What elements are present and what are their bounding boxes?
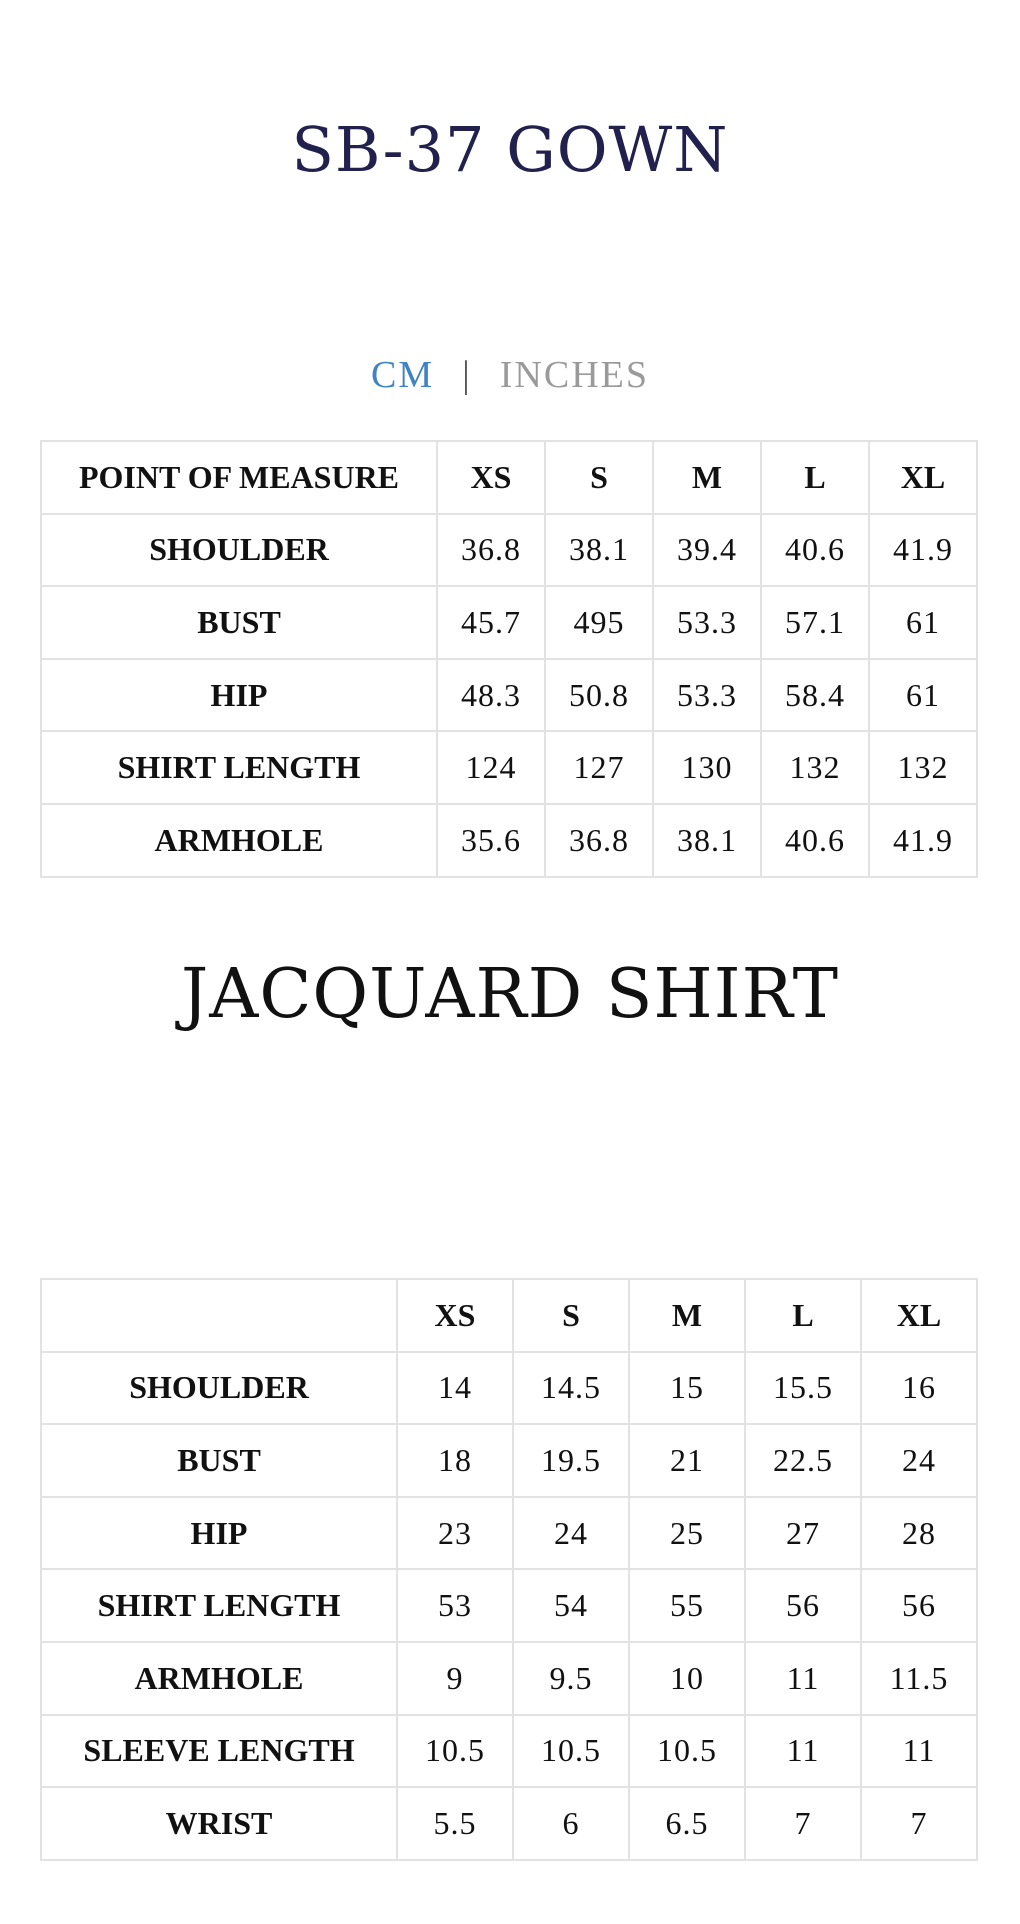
row-label: BUST: [41, 1424, 397, 1497]
row-label: ARMHOLE: [41, 804, 437, 877]
header-size-s: S: [545, 441, 653, 514]
header-size-xl: XL: [869, 441, 977, 514]
gown-size-table: [40, 440, 978, 878]
cell-value: 132: [869, 731, 977, 804]
cell-value: 5.5: [397, 1787, 513, 1860]
row-label: SHIRT LENGTH: [41, 1569, 397, 1642]
table-row: [41, 1642, 977, 1715]
cell-value: 36.8: [545, 804, 653, 877]
cell-value: 39.4: [653, 514, 761, 587]
unit-inches-button[interactable]: INCHES: [499, 354, 649, 396]
gown-title: SB-37 GOWN: [291, 113, 729, 186]
row-label: SHIRT LENGTH: [41, 731, 437, 804]
cell-value: 6.5: [629, 1787, 745, 1860]
cell-value: 57.1: [761, 586, 869, 659]
cell-value: 41.9: [869, 514, 977, 587]
cell-value: 24: [861, 1424, 977, 1497]
cell-value: 6: [513, 1787, 629, 1860]
table-row: [41, 586, 977, 659]
cell-value: 16: [861, 1352, 977, 1425]
cell-value: 23: [397, 1497, 513, 1570]
cell-value: 45.7: [437, 586, 545, 659]
cell-value: 127: [545, 731, 653, 804]
cell-value: 130: [653, 731, 761, 804]
cell-value: 61: [869, 586, 977, 659]
row-label: SLEEVE LENGTH: [41, 1715, 397, 1788]
table-row: [41, 1569, 977, 1642]
unit-separator: |: [462, 354, 472, 396]
cell-value: 38.1: [653, 804, 761, 877]
cell-value: 61: [869, 659, 977, 732]
cell-value: 27: [745, 1497, 861, 1570]
shirt-size-table: [40, 1278, 978, 1861]
cell-value: 55: [629, 1569, 745, 1642]
row-label: WRIST: [41, 1787, 397, 1860]
shirt-title: JACQUARD SHIRT: [181, 955, 839, 1034]
table-row: [41, 1787, 977, 1860]
table-header-row: [41, 1279, 977, 1352]
table-row: [41, 1497, 977, 1570]
cell-value: 53.3: [653, 659, 761, 732]
cell-value: 56: [861, 1569, 977, 1642]
cell-value: 35.6: [437, 804, 545, 877]
table-row: [41, 804, 977, 877]
table-row: [41, 1424, 977, 1497]
header-size-l: L: [761, 441, 869, 514]
table-row: [41, 659, 977, 732]
cell-value: 58.4: [761, 659, 869, 732]
cell-value: 36.8: [437, 514, 545, 587]
table-row: [41, 731, 977, 804]
table-row: [41, 514, 977, 587]
header-size-xs: XS: [437, 441, 545, 514]
header-size-m: M: [629, 1279, 745, 1352]
cell-value: 124: [437, 731, 545, 804]
row-label: SHOULDER: [41, 1352, 397, 1425]
unit-toggle: [0, 350, 1020, 400]
cell-value: 54: [513, 1569, 629, 1642]
row-label: HIP: [41, 659, 437, 732]
cell-value: 38.1: [545, 514, 653, 587]
cell-value: 10.5: [513, 1715, 629, 1788]
cell-value: 53: [397, 1569, 513, 1642]
row-label: SHOULDER: [41, 514, 437, 587]
cell-value: 495: [545, 586, 653, 659]
header-size-xs: XS: [397, 1279, 513, 1352]
cell-value: 40.6: [761, 514, 869, 587]
cell-value: 9: [397, 1642, 513, 1715]
cell-value: 25: [629, 1497, 745, 1570]
cell-value: 56: [745, 1569, 861, 1642]
cell-value: 50.8: [545, 659, 653, 732]
cell-value: 7: [745, 1787, 861, 1860]
cell-value: 132: [761, 731, 869, 804]
table-row: [41, 1352, 977, 1425]
cell-value: 11: [745, 1715, 861, 1788]
cell-value: 10.5: [629, 1715, 745, 1788]
cell-value: 48.3: [437, 659, 545, 732]
header-size-m: M: [653, 441, 761, 514]
cell-value: 14: [397, 1352, 513, 1425]
cell-value: 14.5: [513, 1352, 629, 1425]
cell-value: 15.5: [745, 1352, 861, 1425]
row-label: ARMHOLE: [41, 1642, 397, 1715]
cell-value: 9.5: [513, 1642, 629, 1715]
row-label: HIP: [41, 1497, 397, 1570]
cell-value: 11.5: [861, 1642, 977, 1715]
cell-value: 15: [629, 1352, 745, 1425]
cell-value: 53.3: [653, 586, 761, 659]
cell-value: 10.5: [397, 1715, 513, 1788]
cell-value: 11: [745, 1642, 861, 1715]
header-size-s: S: [513, 1279, 629, 1352]
row-label: BUST: [41, 586, 437, 659]
cell-value: 7: [861, 1787, 977, 1860]
cell-value: 21: [629, 1424, 745, 1497]
table-row: [41, 1715, 977, 1788]
cell-value: 28: [861, 1497, 977, 1570]
cell-value: 40.6: [761, 804, 869, 877]
cell-value: 19.5: [513, 1424, 629, 1497]
table-header-row: [41, 441, 977, 514]
cell-value: 22.5: [745, 1424, 861, 1497]
cell-value: 10: [629, 1642, 745, 1715]
header-size-l: L: [745, 1279, 861, 1352]
header-point-of-measure: POINT OF MEASURE: [41, 441, 437, 514]
header-size-xl: XL: [861, 1279, 977, 1352]
cell-value: 24: [513, 1497, 629, 1570]
cell-value: 11: [861, 1715, 977, 1788]
unit-cm-button[interactable]: CM: [371, 354, 435, 396]
cell-value: 41.9: [869, 804, 977, 877]
header-blank: [41, 1279, 397, 1352]
cell-value: 18: [397, 1424, 513, 1497]
